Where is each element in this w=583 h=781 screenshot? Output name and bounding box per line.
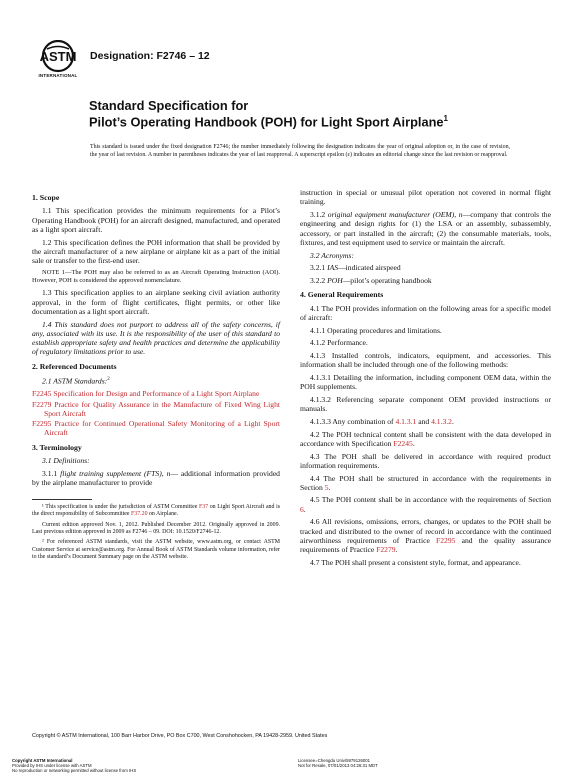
- para-4-1-3-3-end: .: [451, 416, 454, 426]
- para-4-5-end: .: [303, 504, 306, 514]
- para-4-7: 4.7 The POH shall present a consistent style, format, and appearance.: [310, 558, 521, 568]
- link-section-6[interactable]: 6: [300, 504, 304, 514]
- license-left-2: Provided by IHS under license with ASTM: [12, 763, 92, 769]
- footnote-2: ² For referenced ASTM standards, visit the ASTM website, www.astm.org, or contact ASTM Customer Service at service@astm.org. For Annual Book of ASTM Standards volume information, refer to the standard’s Document Summary page on the ASTM website.: [32, 539, 280, 560]
- para-4-6-text-b: and the quality assurance requirements of Practice: [300, 536, 551, 555]
- para-3-2-1: [300, 263, 551, 272]
- license-left-1: Copyright ASTM International: [12, 758, 73, 763]
- para-3-2: 3.2 Acronyms:: [310, 250, 354, 260]
- para-4-1-2: 4.1.2 Performance.: [310, 338, 368, 348]
- section-heading-general: 4. General Requirements: [300, 290, 384, 300]
- para-3-2-1-num: 3.2.1: [310, 263, 328, 273]
- section-heading-terminology: 3. Terminology: [32, 442, 82, 452]
- astm-logo-mark: [33, 40, 83, 74]
- copyright-line: Copyright © ASTM International, 100 Barr Harbor Drive, PO Box C700, West Conshohocken, PA 19428-2959. United States: [32, 733, 328, 739]
- para-3-1-1-num: 3.1.1: [42, 468, 61, 478]
- para-4-6-end: .: [395, 545, 398, 555]
- link-section-5[interactable]: 5: [324, 482, 329, 492]
- ref-title-f2245[interactable]: Specification for Design and Performance of a Light Sport Airplane: [51, 389, 260, 399]
- para-4-1-1: 4.1.1 Operating procedures and limitations.: [310, 325, 442, 335]
- term-ias: IAS: [327, 263, 339, 273]
- license-right: [298, 758, 378, 768]
- para-4-1-3-3: [300, 417, 551, 426]
- para-4-1-3-3-and: and: [416, 416, 432, 426]
- term-oem: original equipment manufacturer (OEM), n: [327, 209, 463, 219]
- designation: Designation: F2746 – 12: [90, 50, 210, 62]
- footnote-link-f37[interactable]: F37: [198, 504, 209, 511]
- para-3-1-1-cont: instruction in special or unusual pilot operation not covered in normal flight training.: [300, 188, 551, 207]
- para-4-2: [300, 430, 551, 449]
- svg-text:ASTM: ASTM: [39, 49, 77, 64]
- ref-link-f2245[interactable]: F2245: [32, 389, 52, 399]
- para-3-2-1-text: —indicated airspeed: [338, 263, 401, 273]
- title-line2: [89, 114, 448, 129]
- link-f2245[interactable]: F2245: [393, 438, 413, 448]
- para-4-3: 4.3 The POH shall be delivered in accordance with required product information requirements.: [300, 451, 551, 470]
- para-3-1-1-text: — additional information provided by the airplane manufacturer to provide: [32, 468, 280, 487]
- footnote-divider: [32, 499, 92, 500]
- left-column: [32, 188, 280, 564]
- para-4-2-text: 4.2 The POH technical content shall be consistent with the data developed in accordance with Specification: [300, 429, 551, 448]
- license-left-3: No reproduction or networking permitted without license from IHS: [12, 768, 137, 774]
- para-4-5: [300, 495, 551, 514]
- para-1-1: 1.1 This specification provides the minimum requirements for a Pilot’s Operating Handbook (POH) for an aircraft designed, manufactured, and operated as a light sport aircraft.: [32, 206, 280, 234]
- link-f2279[interactable]: F2279: [376, 545, 396, 555]
- logo-international: INTERNATIONAL: [38, 73, 78, 78]
- astm-logo: [33, 40, 83, 78]
- license-right-1: Licensee=Chengdu Univ/5979126001: [298, 758, 371, 763]
- link-f2295[interactable]: F2295: [436, 536, 456, 546]
- para-3-1-2: [300, 210, 551, 247]
- term-poh: POH: [327, 275, 343, 285]
- ref-item-f2245: [32, 389, 280, 398]
- ref-title-f2295[interactable]: Practice for Continued Operational Safety Monitoring of a Light Sport Aircraft: [44, 419, 280, 438]
- para-4-4: [300, 474, 551, 493]
- title-line1: Standard Specification for: [89, 98, 249, 113]
- right-column: [300, 188, 551, 571]
- title-text: Pilot’s Operating Handbook (POH) for Light Sport Airplane: [89, 114, 444, 130]
- para-4-1: 4.1 The POH provides information on the following areas for a specific model of aircraft:: [300, 303, 551, 322]
- ref-link-f2279[interactable]: F2279: [32, 399, 52, 409]
- para-3-2-2: [300, 276, 551, 285]
- footnote-1-a: ¹ This specification is under the jurisdiction of ASTM Committee: [42, 504, 199, 511]
- para-1-3: 1.3 This specification applies to an airplane seeking civil aviation authority approval, in the form of flight certificates, flight permits, or other like documentation as a light sport aircraft.: [32, 288, 280, 316]
- footnote-1-b: on Light Sport Aircraft and is the direct responsibility of Subcommittee: [32, 504, 280, 518]
- footnote-1: [32, 504, 280, 518]
- para-4-1-3-2: 4.1.3.2 Referencing separate component OEM provided instructions or manuals.: [300, 394, 551, 414]
- para-3-2-2-num: 3.2.2: [310, 275, 328, 285]
- para-4-6: [300, 517, 551, 554]
- para-4-4-end: .: [328, 482, 331, 492]
- para-3-1-1: [32, 469, 280, 488]
- license-left: [12, 758, 136, 774]
- para-2-1-text: 2.1 ASTM Standards:: [42, 376, 108, 386]
- para-2-1: [32, 375, 280, 386]
- title-footnote-mark: 1: [443, 114, 448, 123]
- para-3-1-2-num: 3.1.2: [310, 209, 328, 219]
- footnote-1-edition: Current edition approved Nov. 1, 2012. Published December 2012. Originally approved in 2009. Last previous edition approved in 2009 as F2746 – 09. DOI: 10.1520/F2746-12.: [32, 521, 280, 535]
- para-4-1-3-1: 4.1.3.1 Detailing the information, including component OEM data, within the POH supplements.: [300, 372, 551, 392]
- license-right-2: Not for Resale, 07/01/2013 04:26:31 MDT: [298, 763, 378, 769]
- para-4-1-3-3-text: 4.1.3.3 Any combination of: [310, 416, 396, 426]
- para-4-6-text: 4.6 All revisions, omissions, errors, changes, or updates to the POH shall be tracked and distributed to the owner of record in accordance with the continued airworthiness requirements of Practice: [300, 517, 551, 546]
- ref-item-f2295: [32, 419, 280, 438]
- para-1-4: 1.4 This standard does not purport to address all of the safety concerns, if any, associated with its use. It is the responsibility of the user of this standard to establish appropriate safety and health practices and determine the applicability of regulatory limitations prior to use.: [32, 319, 280, 357]
- ref-item-f2279: [32, 400, 280, 419]
- note-1: NOTE 1—The POH may also be referred to as an Aircraft Operating Instruction (AOI). However, POH is considered the approved nomenclature.: [32, 268, 280, 284]
- issued-note: This standard is issued under the fixed designation F2746; the number immediately following the designation indicates the year of original adoption or, in the case of revision, the year of last revision. A number in parentheses indicates the year of last reapproval. A superscript epsilon (ε) indicates an editorial change since the last revision or reapproval.: [90, 144, 510, 158]
- link-4-1-3-1[interactable]: 4.1.3.1: [395, 416, 417, 426]
- ref-title-f2279[interactable]: Practice for Quality Assurance in the Manufacture of Fixed Wing Light Sport Aircraft: [44, 399, 280, 418]
- link-4-1-3-2[interactable]: 4.1.3.2: [431, 416, 452, 426]
- section-heading-scope: 1. Scope: [32, 193, 60, 202]
- para-3-1: 3.1 Definitions:: [42, 456, 90, 466]
- para-2-1-sup: 2: [107, 377, 110, 383]
- para-1-2: 1.2 This specification defines the POH information that shall be provided by the aircraft manufacturer of a new airplane or airplane kit as a part of the initial sale or transfer to the first-end user.: [32, 237, 280, 266]
- para-4-1-3: 4.1.3 Installed controls, indicators, equipment, and accessories. This information shall be included through one of the following methods:: [300, 350, 551, 370]
- para-3-2-2-text: —pilot’s operating handbook: [342, 275, 432, 285]
- footnote-1-c: on Airplane.: [147, 511, 179, 518]
- para-4-2-end: .: [412, 438, 415, 448]
- footnote-link-f37-20[interactable]: F37.20: [130, 511, 148, 518]
- para-4-4-text: 4.4 The POH shall be structured in accordance with the requirements in Section: [300, 473, 551, 492]
- term-fts: flight training supplement (FTS), n: [60, 468, 171, 478]
- ref-link-f2295[interactable]: F2295: [32, 419, 52, 429]
- para-3-1-2-text: —company that controls the engineering and design rights for (1) the LSA or an assembly, subassembly, accessory, or part installed in the aircraft; (2) the consumable materials, tools, fixtures, and test equipment used to service or maintain the aircraft.: [300, 209, 551, 247]
- para-4-5-text: 4.5 The POH content shall be in accordance with the requirements of Section: [310, 495, 551, 505]
- section-heading-referenced: 2. Referenced Documents: [32, 361, 117, 371]
